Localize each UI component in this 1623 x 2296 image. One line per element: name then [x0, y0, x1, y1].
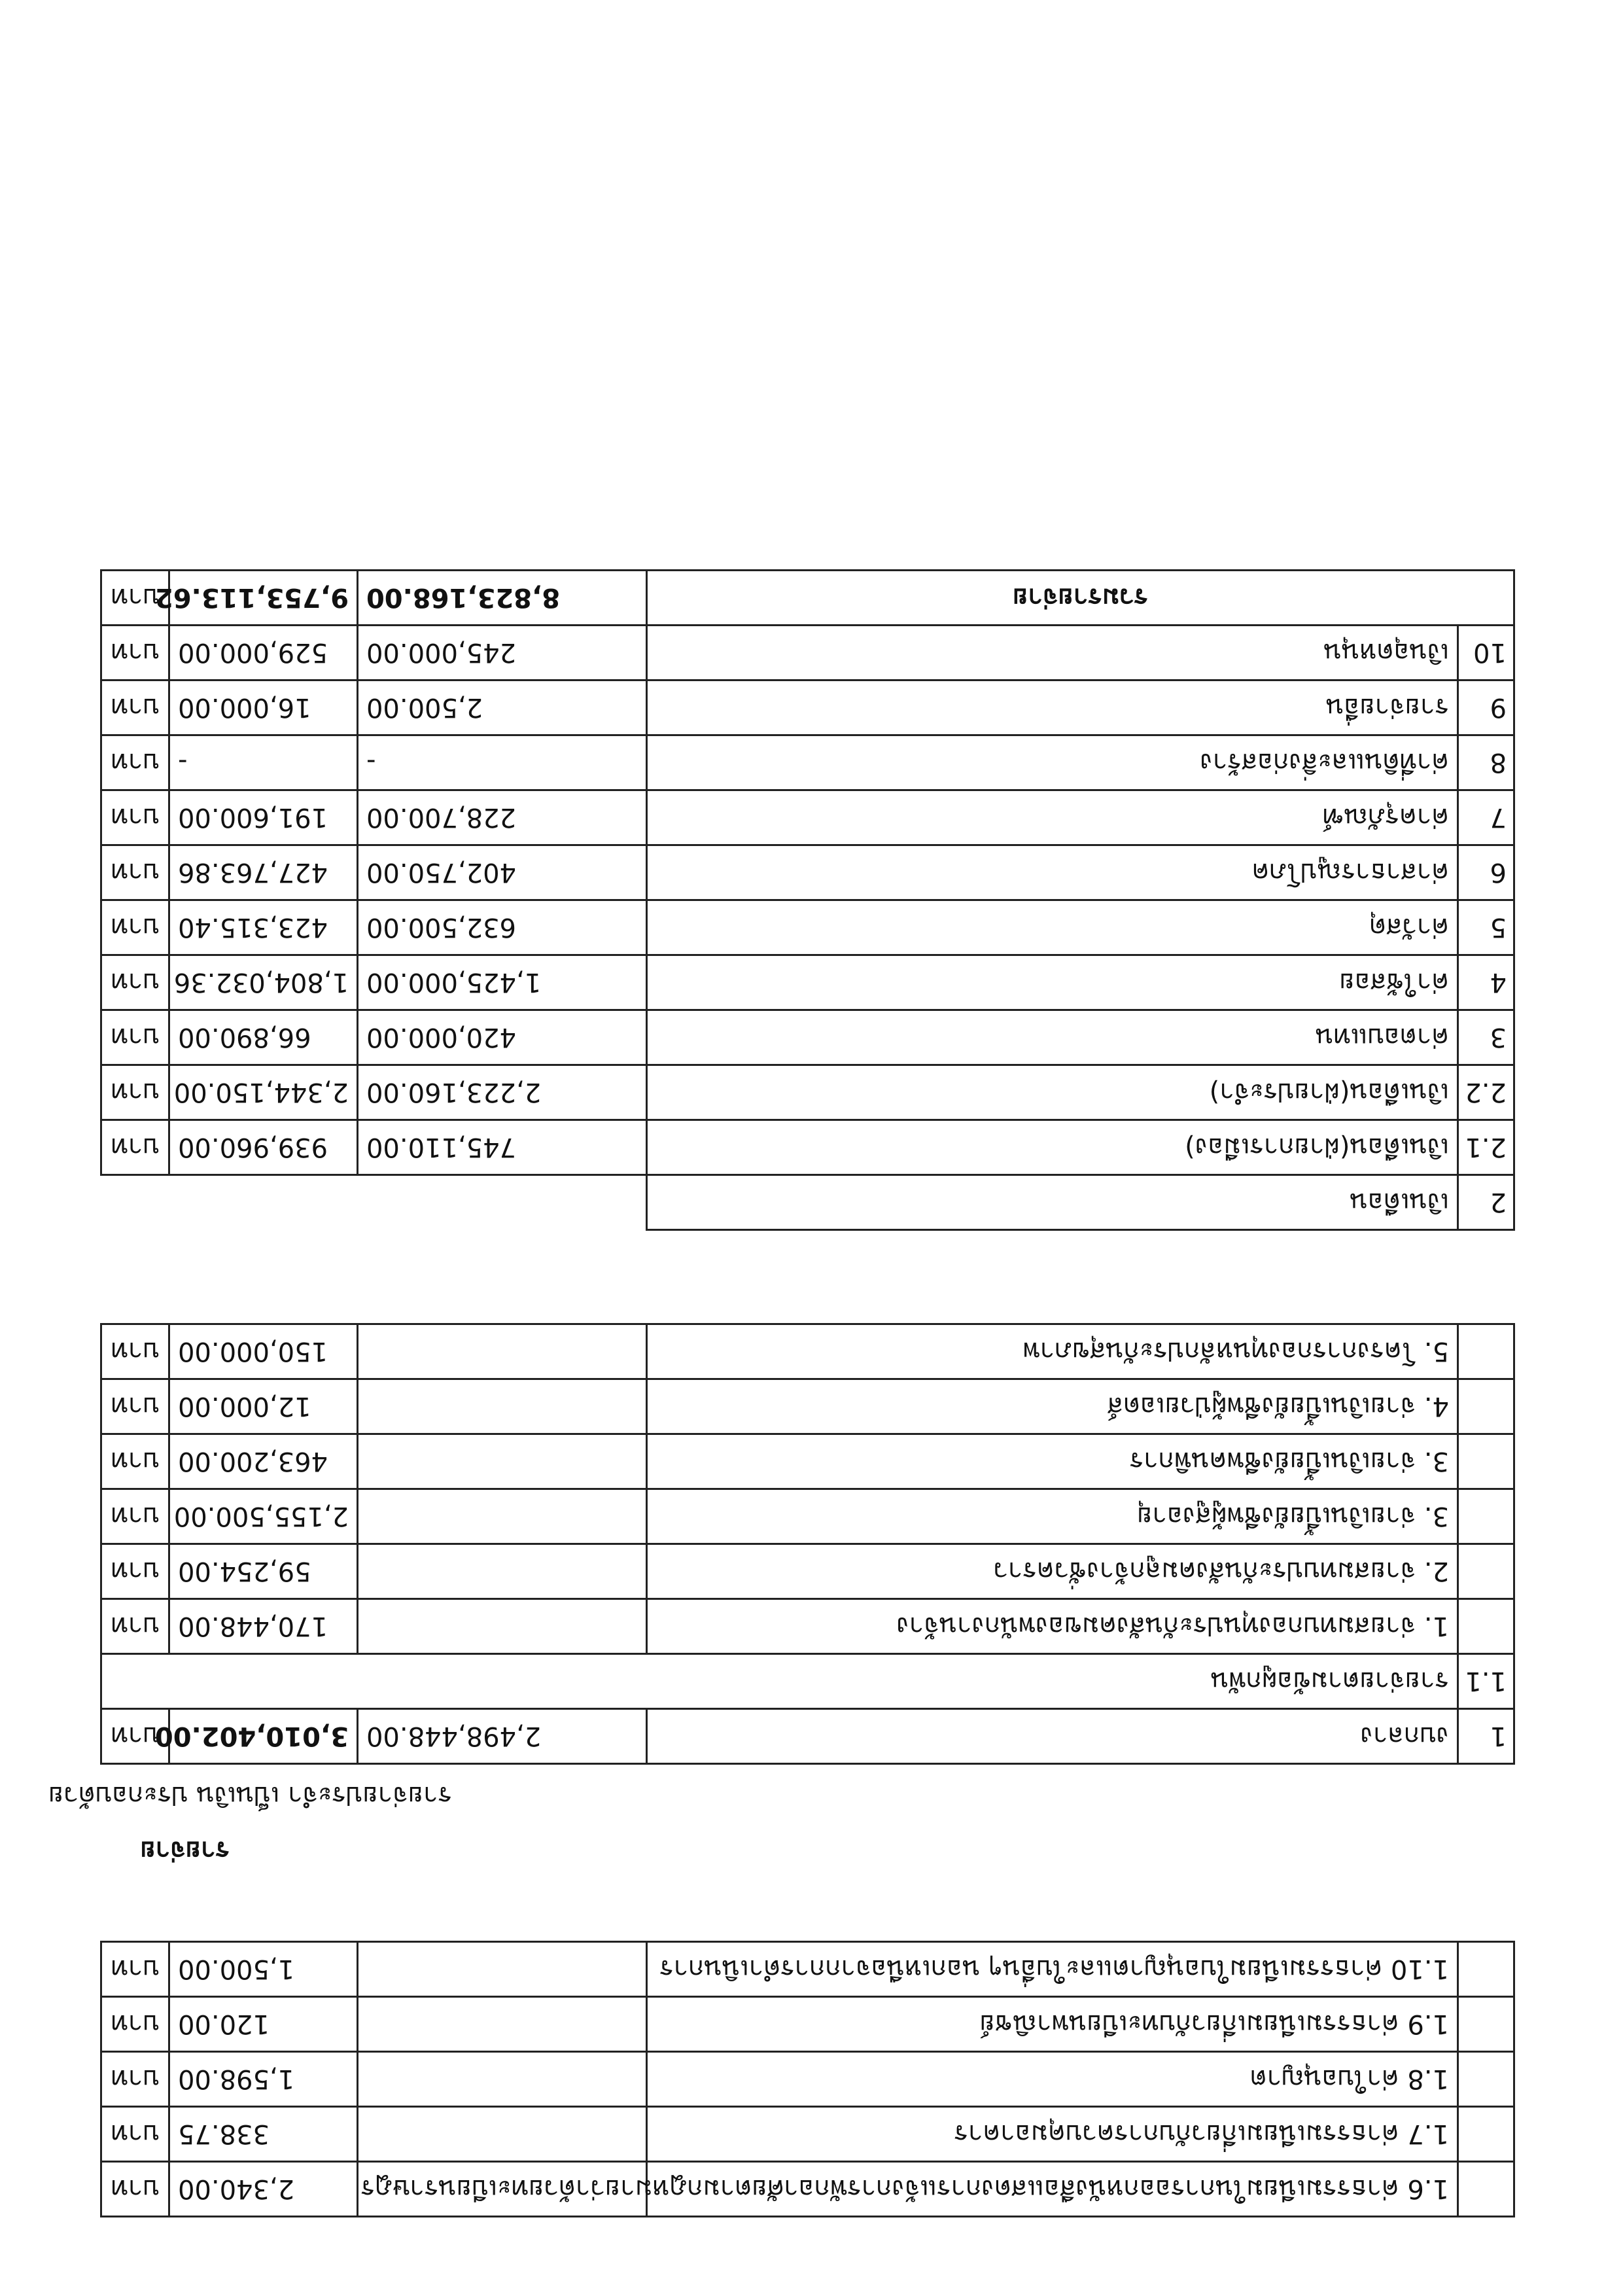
row-no [1458, 1379, 1514, 1434]
actual-value: 191,600.00 [169, 790, 358, 845]
amount-value: 2,340.00 [169, 2162, 358, 2217]
central-budget-table [100, 1323, 1515, 1765]
estimate-value [358, 1489, 647, 1544]
row-label: รายจ่ายอื่น [647, 680, 1458, 735]
table-row [101, 1324, 1514, 1379]
unit-label: บาท [101, 1489, 169, 1544]
estimate-value: 245,000.00 [358, 626, 647, 680]
estimate-value [358, 1434, 647, 1489]
row-no: 4 [1458, 955, 1514, 1010]
table-row [101, 1010, 1514, 1065]
actual-value: 2,344,150.00 [169, 1065, 358, 1120]
row-label: เงินเดือน(ฝ่ายประจำ) [647, 1065, 1458, 1120]
row-label: 1. จ่ายสมทบกองทุนประกันสังคมของพนักงานจ้าง [647, 1599, 1458, 1654]
table-row [101, 680, 1514, 735]
estimate-value: 2,498,448.00 [358, 1709, 647, 1764]
row-no: 1.1 [1458, 1654, 1514, 1709]
estimate-value [358, 1324, 647, 1379]
row-label: ค่าครุภัณฑ์ [647, 790, 1458, 845]
table-row [101, 1434, 1514, 1489]
unit-label: บาท [101, 2052, 169, 2107]
row-label: 1.7 ค่าธรรมเนียมเกี่ยวกับการควบคุมอาคาร [647, 2107, 1458, 2162]
table-row [101, 1120, 1514, 1175]
row-no: 10 [1458, 626, 1514, 680]
row-label: ค่าตอบแทน [647, 1010, 1458, 1065]
unit-label: บาท [101, 1379, 169, 1434]
row-no: 2 [1458, 1175, 1514, 1230]
amount-value: 463,200.00 [169, 1434, 358, 1489]
row-label: เงินอุดหนุน [647, 626, 1458, 680]
estimate-value [358, 2052, 647, 2107]
table-row [101, 2162, 1514, 2217]
estimate-value: 2,223,160.00 [358, 1065, 647, 1120]
total-estimate: 8,823,168.00 [358, 571, 647, 626]
row-no: 8 [1458, 735, 1514, 790]
row-label: รายจ่ายตามข้อผูกพัน [101, 1654, 1458, 1709]
unit-label: บาท [101, 1544, 169, 1599]
table-row [101, 1942, 1514, 1997]
expenditure-subheading: รายจ่ายประจำ เป็นเงิน ประกอบด้วย [48, 1780, 452, 1810]
estimate-value: 228,700.00 [358, 790, 647, 845]
row-no: 6 [1458, 845, 1514, 900]
actual-value: 939,960.00 [169, 1120, 358, 1175]
amount-value: 120.00 [169, 1997, 358, 2052]
table-row [101, 1489, 1514, 1544]
row-no [1458, 1434, 1514, 1489]
unit-label: บาท [101, 2162, 169, 2217]
estimate-value [358, 1997, 647, 2052]
unit-label: บาท [101, 955, 169, 1010]
total-row [101, 571, 1514, 626]
estimate-value [358, 1544, 647, 1599]
row-label: 3. จ่ายเงินเบี้ยยังชีพคนพิการ [647, 1434, 1458, 1489]
row-label: งบกลาง [647, 1709, 1458, 1764]
amount-value: 1,500.00 [169, 1942, 358, 1997]
estimate-value: 420,000.00 [358, 1010, 647, 1065]
estimate-value [358, 2107, 647, 2162]
row-no [1458, 1997, 1514, 2052]
actual-value: 1,804,032.36 [169, 955, 358, 1010]
unit-label: บาท [101, 626, 169, 680]
amount-value: 150,000.00 [169, 1324, 358, 1379]
table-row [101, 735, 1514, 790]
unit-label: บาท [101, 900, 169, 955]
unit-label: บาท [101, 845, 169, 900]
estimate-value: - [358, 735, 647, 790]
row-no [1458, 1942, 1514, 1997]
total-unit: บาท [101, 571, 169, 626]
table-row [101, 2107, 1514, 2162]
row-no: 1 [1458, 1709, 1514, 1764]
row-label: ค่าที่ดินและสิ่งก่อสร้าง [647, 735, 1458, 790]
section-1-row [101, 1709, 1514, 1764]
estimate-value: 632,500.00 [358, 900, 647, 955]
table-row [101, 626, 1514, 680]
row-no: 5 [1458, 900, 1514, 955]
actual-value: 529,000.00 [169, 626, 358, 680]
unit-label: บาท [101, 790, 169, 845]
table-row [101, 1997, 1514, 2052]
section-2-row [101, 1175, 1514, 1230]
total-label: รวมรายจ่าย [647, 571, 1514, 626]
estimate-value [358, 1379, 647, 1434]
estimate-value [358, 1599, 647, 1654]
unit-label: บาท [101, 1120, 169, 1175]
unit-label: บาท [101, 1709, 169, 1764]
row-no [1458, 1489, 1514, 1544]
table-row [101, 845, 1514, 900]
row-no: 3 [1458, 1010, 1514, 1065]
unit-label: บาท [101, 1599, 169, 1654]
row-label: 1.9 ค่าธรรมเนียมเกี่ยวกับทะเบียนพาณิชย์ [647, 1997, 1458, 2052]
unit-label: บาท [101, 2107, 169, 2162]
estimate-value: 1,425,000.00 [358, 955, 647, 1010]
table-row [101, 955, 1514, 1010]
row-label: เงินเดือน(ฝ่ายการเมือง) [647, 1120, 1458, 1175]
estimate-value: 2,500.00 [358, 680, 647, 735]
table-row [101, 2052, 1514, 2107]
row-label: ค่าใช้สอย [647, 955, 1458, 1010]
row-no: 9 [1458, 680, 1514, 735]
amount-value: 12,000.00 [169, 1379, 358, 1434]
row-no [1458, 2107, 1514, 2162]
actual-value: - [169, 735, 358, 790]
section-1-1-row [101, 1654, 1514, 1709]
actual-value: 66,890.00 [169, 1010, 358, 1065]
table-row [101, 790, 1514, 845]
row-label: ค่าสาธารณูปโภค [647, 845, 1458, 900]
row-label: 2. จ่ายสมทบประกันสังคมลูกจ้างชั่วคราว [647, 1544, 1458, 1599]
amount-value: 1,598.00 [169, 2052, 358, 2107]
table-row [101, 1599, 1514, 1654]
estimate-value [358, 1942, 647, 1997]
row-no [1458, 2162, 1514, 2217]
amount-value: 170,448.00 [169, 1599, 358, 1654]
row-no [1458, 1324, 1514, 1379]
row-no: 2.2 [1458, 1065, 1514, 1120]
amount-value: 338.75 [169, 2107, 358, 2162]
actual-value: 16,000.00 [169, 680, 358, 735]
unit-label: บาท [101, 680, 169, 735]
expenditure-table [100, 569, 1515, 1231]
row-label: เงินเดือน [647, 1175, 1458, 1230]
unit-label: บาท [101, 1324, 169, 1379]
total-actual: 9,753,113.62 [169, 571, 358, 626]
unit-label: บาท [101, 735, 169, 790]
expenditure-heading: รายจ่าย [140, 1835, 230, 1865]
unit-label: บาท [101, 1065, 169, 1120]
row-label: ค่าวัสดุ [647, 900, 1458, 955]
amount-value: 2,155,500.00 [169, 1489, 358, 1544]
row-label: 1.10 ค่าธรรมเนียมใบอนุญาตและใบอื่นๆ นอกเหนือจากการดำเนินการ [647, 1942, 1458, 1997]
row-label: 3. จ่ายเงินเบี้ยยังชีพผู้สูงอายุ [647, 1489, 1458, 1544]
row-no [1458, 1544, 1514, 1599]
actual-value: 3,010,402.00 [169, 1709, 358, 1764]
unit-label: บาท [101, 1010, 169, 1065]
row-no: 2.1 [1458, 1120, 1514, 1175]
estimate-value: 745,110.00 [358, 1120, 647, 1175]
actual-value: 427,763.86 [169, 845, 358, 900]
row-label: 1.6 ค่าธรรมเนียมในการออกหนังสือแสดงการแจ้งการพักอาศัยตามกฎหมายว่าด้วยทะเบียนราษฎร [647, 2162, 1458, 2217]
estimate-value: 402,750.00 [358, 845, 647, 900]
table-row [101, 1544, 1514, 1599]
table-row [101, 1065, 1514, 1120]
unit-label: บาท [101, 1942, 169, 1997]
unit-label: บาท [101, 1434, 169, 1489]
table-row [101, 1379, 1514, 1434]
actual-value: 423,315.40 [169, 900, 358, 955]
table-row [101, 900, 1514, 955]
unit-label: บาท [101, 1997, 169, 2052]
row-label: 5. โครงการกองทุนหลักประกันสุขภาพ [647, 1324, 1458, 1379]
row-no [1458, 2052, 1514, 2107]
row-label: 4. จ่ายเงินเบี้ยยังชีพผู้ป่วยเอดส์ [647, 1379, 1458, 1434]
row-no: 7 [1458, 790, 1514, 845]
row-label: 1.8 ค่าใบอนุญาต [647, 2052, 1458, 2107]
row-no [1458, 1599, 1514, 1654]
income-fees-table [100, 1941, 1515, 2217]
amount-value: 59,254.00 [169, 1544, 358, 1599]
